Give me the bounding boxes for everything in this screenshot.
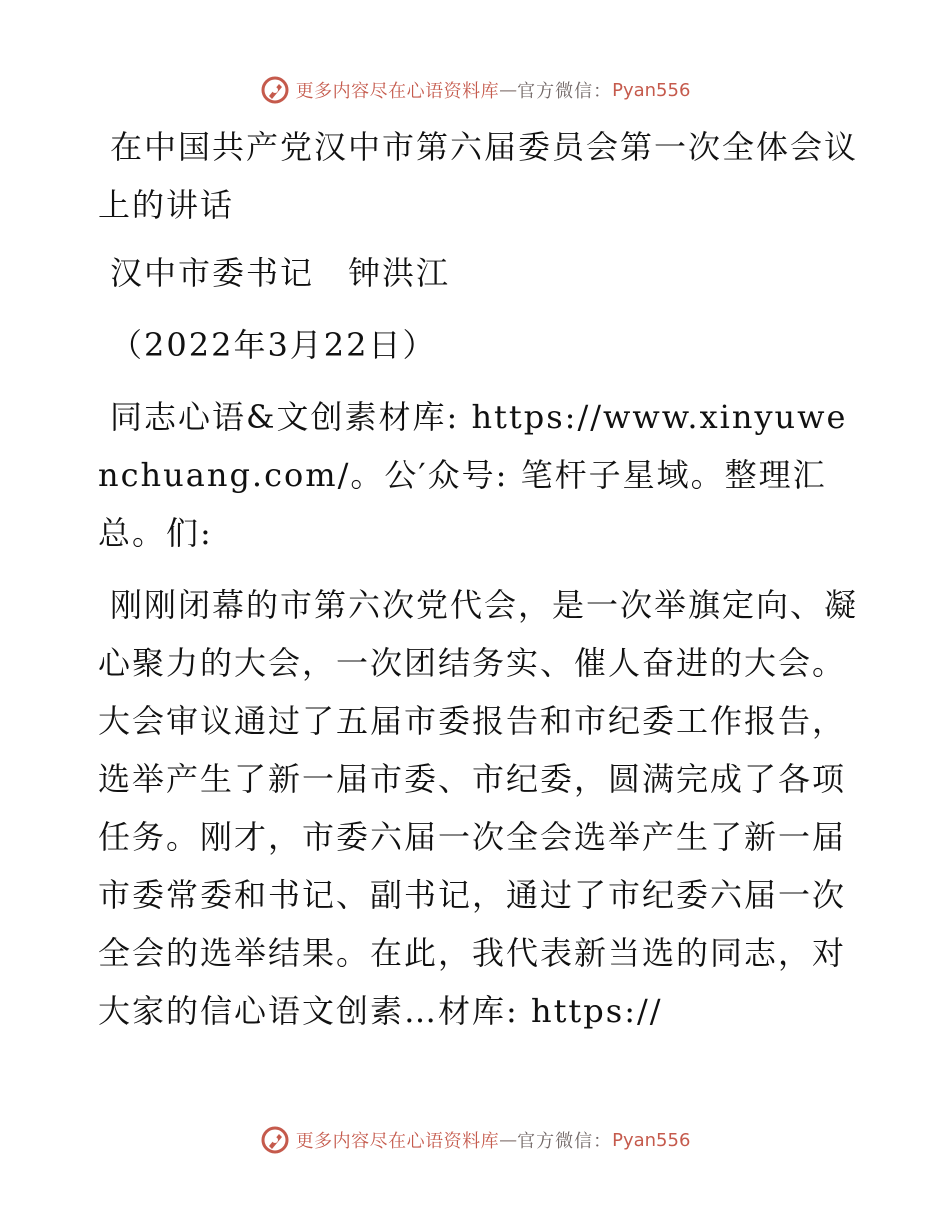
banner-separator: —	[499, 1129, 518, 1151]
banner-main-text: 更多内容尽在心语资料库	[295, 1131, 500, 1152]
banner-wechat-label: 官方微信：	[517, 1131, 613, 1152]
banner-wechat-id: Pyan556	[612, 1129, 691, 1151]
banner-main-text: 更多内容尽在心语资料库	[295, 81, 500, 102]
document-date: （2022年3月22日）	[110, 326, 437, 364]
pen-logo-icon	[260, 75, 290, 105]
banner-separator: —	[499, 79, 518, 101]
header-watermark-banner	[0, 70, 950, 110]
paragraph-1: 同志心语&文创素材库: https://www.xinyuwenchuang.com/。公′众号: 笔杆子星域。整理汇总。们:	[98, 398, 848, 552]
document-body	[98, 118, 858, 1054]
banner-wechat-id: Pyan556	[612, 79, 691, 101]
document-title: 在中国共产党汉中市第六届委员会第一次全体会议上的讲话	[98, 128, 859, 224]
document-author: 汉中市委书记 钟洪江	[110, 254, 451, 292]
pen-logo-icon	[260, 1125, 290, 1155]
footer-watermark-banner	[0, 1120, 950, 1160]
banner-wechat-label: 官方微信：	[517, 81, 613, 102]
paragraph-2: 刚刚闭幕的市第六次党代会，是一次举旗定向、凝心聚力的大会，一次团结务实、催人奋进的大会。大会审议通过了五届市委报告和市纪委工作报告，选举产生了新一届市委、市纪委，圆满完成了各项任务。刚才，市委六届一次全会选举产生了新一届市委常委和书记、副书记，通过了市纪委六届一次全会的选举结果。在此，我代表新当选的同志，对大家的信心语文创素…材库: https://	[98, 586, 859, 1030]
